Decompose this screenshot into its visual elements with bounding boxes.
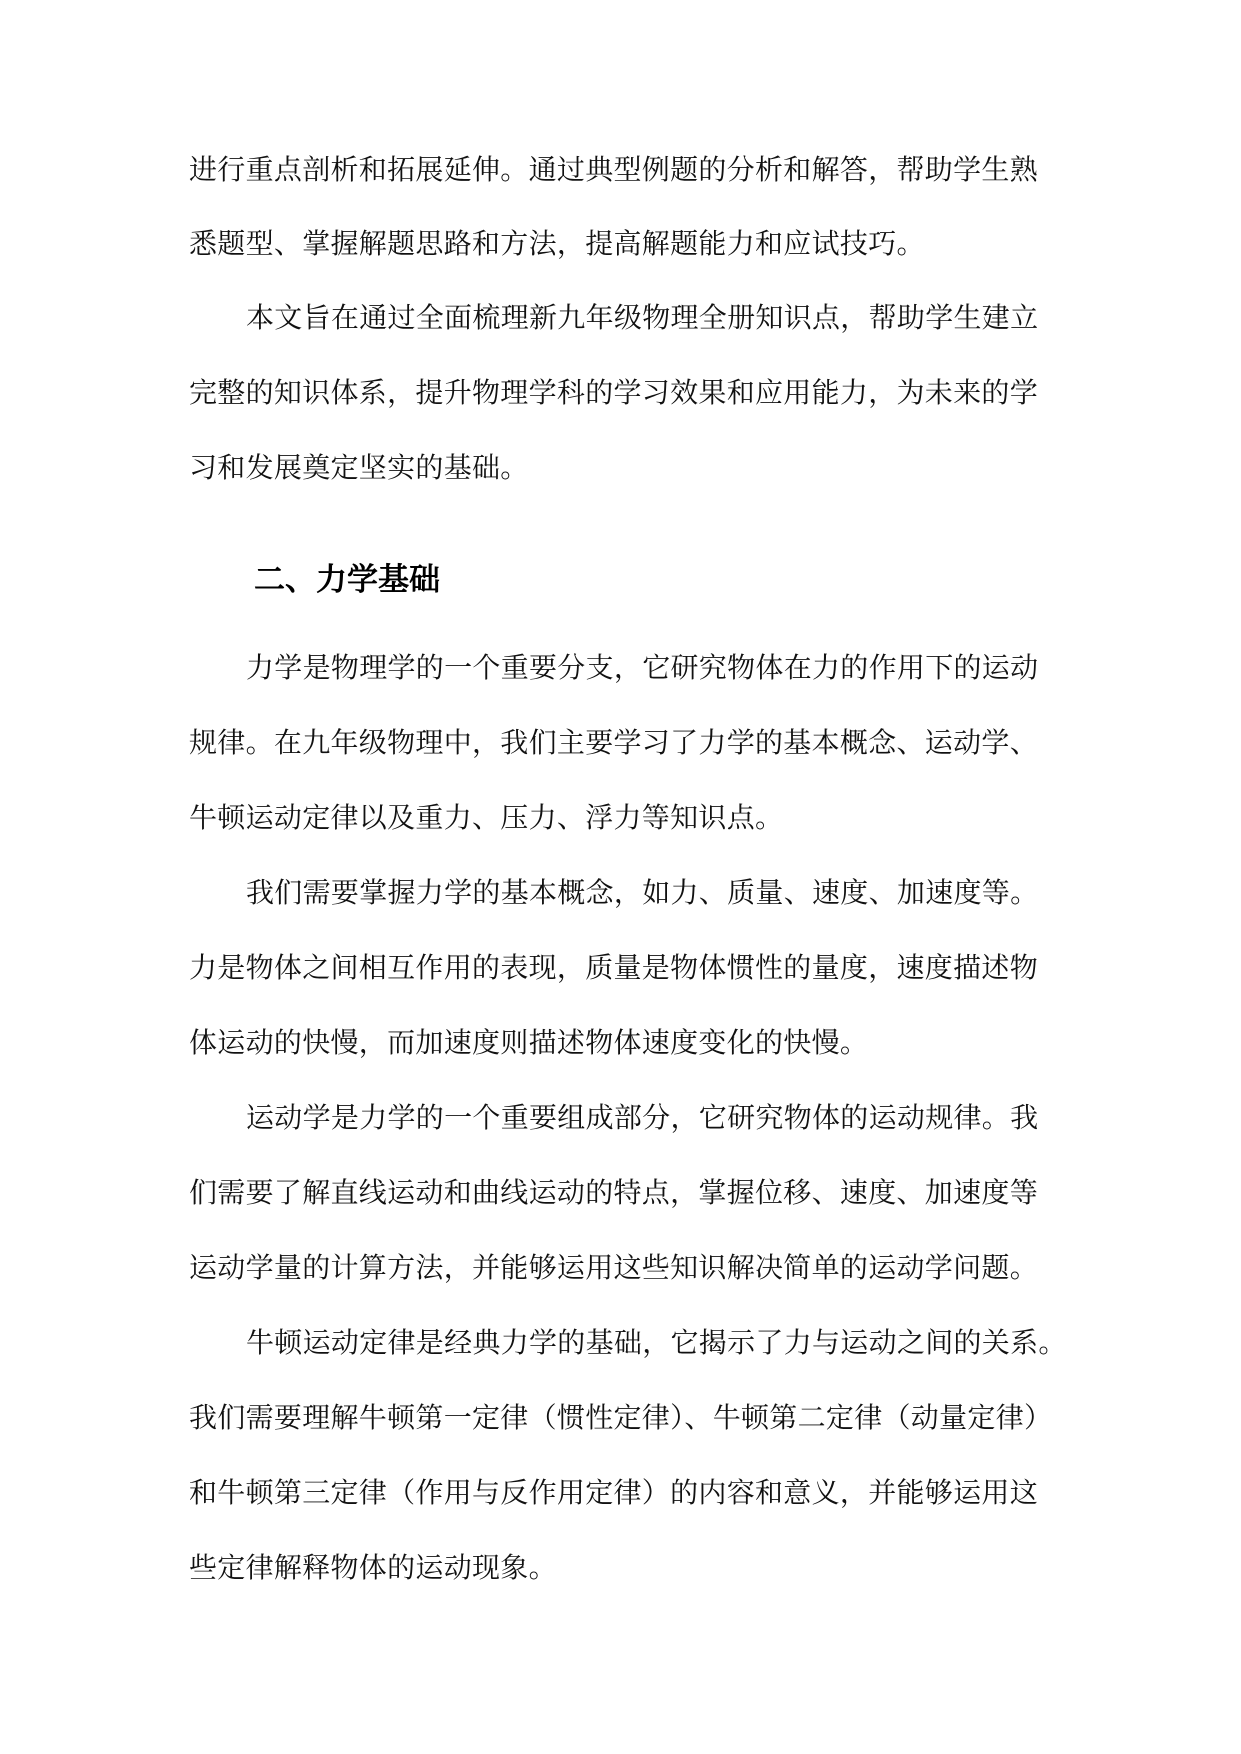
paragraph-line: 我们需要掌握力学的基本概念，如力、质量、速度、加速度等。 (246, 876, 1039, 909)
paragraph-line: 规律。在九年级物理中，我们主要学习了力学的基本概念、运动学、 (189, 726, 1039, 759)
paragraph-line: 牛顿运动定律以及重力、压力、浮力等知识点。 (189, 801, 784, 834)
paragraph-line: 习和发展奠定坚实的基础。 (189, 451, 529, 484)
paragraph-line: 力是物体之间相互作用的表现，质量是物体惯性的量度，速度描述物 (189, 951, 1039, 984)
paragraph-line: 们需要了解直线运动和曲线运动的特点，掌握位移、速度、加速度等 (189, 1176, 1039, 1209)
paragraph-line: 运动学是力学的一个重要组成部分，它研究物体的运动规律。我 (246, 1101, 1039, 1134)
paragraph-line: 力学是物理学的一个重要分支，它研究物体在力的作用下的运动 (246, 651, 1039, 684)
paragraph-line: 牛顿运动定律是经典力学的基础，它揭示了力与运动之间的关系。 (246, 1326, 1067, 1359)
paragraph-line: 进行重点剖析和拓展延伸。通过典型例题的分析和解答，帮助学生熟 (189, 153, 1039, 186)
paragraph-line: 我们需要理解牛顿第一定律（惯性定律）、牛顿第二定律（动量定律） (189, 1401, 1053, 1434)
paragraph-line: 些定律解释物体的运动现象。 (189, 1551, 557, 1584)
paragraph-line: 和牛顿第三定律（作用与反作用定律）的内容和意义，并能够运用这 (189, 1476, 1039, 1509)
paragraph-line: 运动学量的计算方法，并能够运用这些知识解决简单的运动学问题。 (189, 1251, 1039, 1284)
paragraph-line: 体运动的快慢，而加速度则描述物体速度变化的快慢。 (189, 1026, 869, 1059)
paragraph-line: 完整的知识体系，提升物理学科的学习效果和应用能力，为未来的学 (189, 376, 1039, 409)
paragraph-line: 悉题型、掌握解题思路和方法，提高解题能力和应试技巧。 (189, 227, 925, 260)
paragraph-line: 本文旨在通过全面梳理新九年级物理全册知识点，帮助学生建立 (246, 301, 1039, 334)
section-heading: 二、力学基础 (254, 562, 440, 598)
